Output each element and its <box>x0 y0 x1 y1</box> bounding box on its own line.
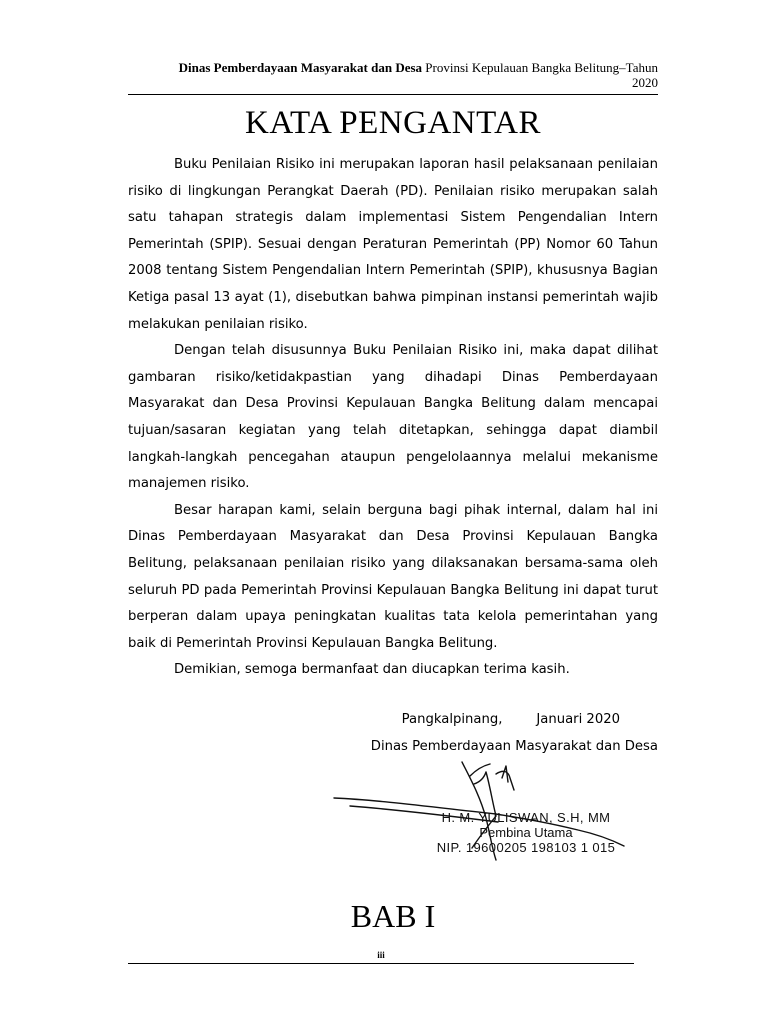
paragraph-2: Dengan telah disusunnya Buku Penilaian Risiko ini, maka dapat dilihat gambaran risiko/ketidakpastian yang dihadapi Dinas Pemberdayaan Masyarakat dan Desa Provinsi Kepulauan Bangka Belitung dalam mencapai tujuan/sasaran kegiatan yang telah ditetapkan, sehingga dapat diambil langkah-langkah pencegahan ataupun pengelolaannya melalui mekanisme manajemen risiko. <box>128 343 658 492</box>
footer-rule <box>128 963 634 964</box>
header-agency-rest: Provinsi Kepulauan Bangka Belitung–Tahun <box>422 60 658 75</box>
page-title: KATA PENGANTAR <box>245 105 541 141</box>
signatory-nip: NIP. 19600205 198103 1 015 <box>436 840 616 855</box>
body-text <box>128 152 658 684</box>
signatory-name: H. M. YULISWAN, S.H, MM <box>441 810 611 825</box>
paragraph-4: Demikian, semoga bermanfaat dan diucapkan terima kasih. <box>174 662 570 678</box>
paragraph-1: Buku Penilaian Risiko ini merupakan laporan hasil pelaksanaan penilaian risiko di lingkungan Perangkat Daerah (PD). Penilaian risiko merupakan salah satu tahapan strategis dalam implementasi Sistem Pengendalian Intern Pemerintah (SPIP). Sesuai dengan Peraturan Pemerintah (PP) Nomor 60 Tahun 2008 tentang Sistem Pengendalian Intern Pemerintah (SPIP), khususnya Bagian Ketiga pasal 13 ayat (1), disebutkan bahwa pimpinan instansi pemerintah wajib melakukan penilaian risiko. <box>128 157 658 332</box>
closing-block <box>128 706 658 760</box>
running-header <box>128 60 658 90</box>
chapter-heading: BAB I <box>350 898 436 934</box>
page-number: iii <box>377 950 385 960</box>
closing-agency: Dinas Pemberdayaan Masyarakat dan Desa <box>370 739 658 754</box>
signature-block <box>320 756 660 878</box>
closing-city: Pangkalpinang, <box>401 712 503 727</box>
closing-date: Januari 2020 <box>536 712 620 727</box>
header-rule <box>128 94 658 95</box>
place-date-line <box>128 706 658 733</box>
paragraph-3: Besar harapan kami, selain berguna bagi pihak internal, dalam hal ini Dinas Pemberdayaan Masyarakat dan Desa Provinsi Kepulauan Bangka Belitung, pelaksanaan penilaian risiko yang dilaksanakan bersama-sama oleh seluruh PD pada Pemerintah Provinsi Kepulauan Bangka Belitung ini dapat turut berperan dalam upaya peningkatan kualitas tata kelola pemerintahan yang baik di Pemerintah Provinsi Kepulauan Bangka Belitung. <box>128 502 658 651</box>
signatory-rank: Pembina Utama <box>479 825 573 840</box>
header-agency-bold: Dinas Pemberdayaan Masyarakat dan Desa <box>178 60 423 75</box>
header-year: 2020 <box>632 75 658 90</box>
